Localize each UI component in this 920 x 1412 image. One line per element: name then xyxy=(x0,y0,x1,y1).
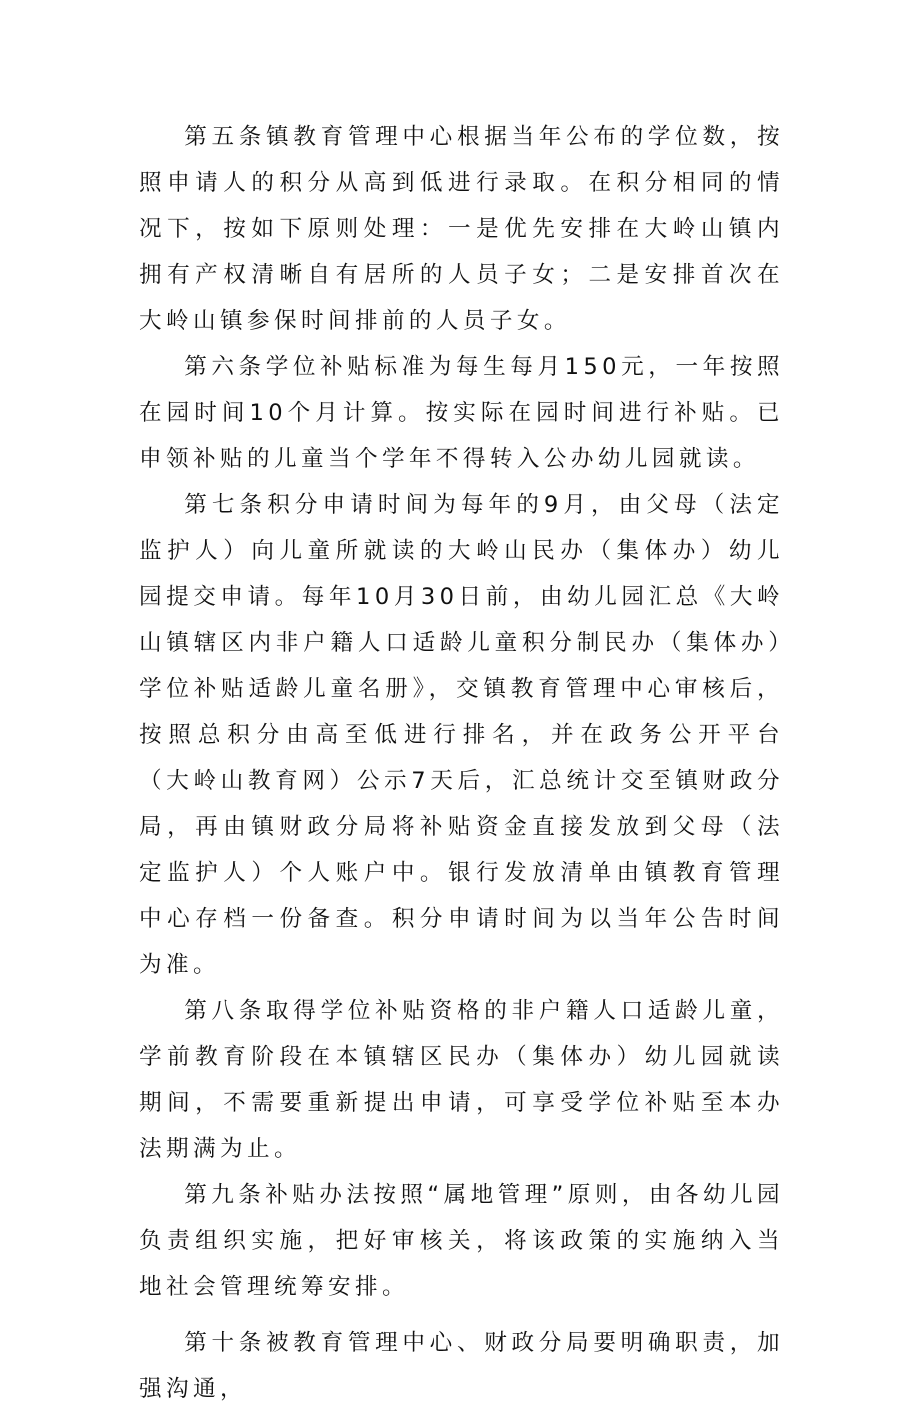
article-10-paragraph: 第十条被教育管理中心、财政分局要明确职责，加强沟通， xyxy=(139,1330,784,1402)
article-5-paragraph: 第五条镇教育管理中心根据当年公布的学位数，按照申请人的积分从高到低进行录取。在积分相同的情况下，按如下原则处理：一是优先安排在大岭山镇内拥有产权清晰自有居所的人员子女；二是安排首次在大岭山镇参保时间排前的人员子女。 xyxy=(139,124,784,334)
document-body xyxy=(139,114,784,1412)
article-6-paragraph: 第六条学位补贴标准为每生每月150元，一年按照在园时间10个月计算。按实际在园时间进行补贴。已申领补贴的儿童当个学年不得转入公办幼儿园就读。 xyxy=(139,354,784,472)
article-8-paragraph: 第八条取得学位补贴资格的非户籍人口适龄儿童，学前教育阶段在本镇辖区民办（集体办）幼儿园就读期间，不需要重新提出申请，可享受学位补贴至本办法期满为止。 xyxy=(139,998,784,1162)
article-9-paragraph: 第九条补贴办法按照“属地管理”原则，由各幼儿园负责组织实施，把好审核关，将该政策的实施纳入当地社会管理统筹安排。 xyxy=(139,1182,784,1300)
article-7-paragraph: 第七条积分申请时间为每年的9月，由父母（法定监护人）向儿童所就读的大岭山民办（集体办）幼儿园提交申请。每年10月30日前，由幼儿园汇总《大岭山镇辖区内非户籍人口适龄儿童积分制民办（集体办）学位补贴适龄儿童名册》，交镇教育管理中心审核后，按照总积分由高至低进行排名，并在政务公开平台（大岭山教育网）公示7天后，汇总统计交至镇财政分局，再由镇财政分局将补贴资金直接发放到父母（法定监护人）个人账户中。银行发放清单由镇教育管理中心存档一份备查。积分申请时间为以当年公告时间为准。 xyxy=(139,492,784,978)
